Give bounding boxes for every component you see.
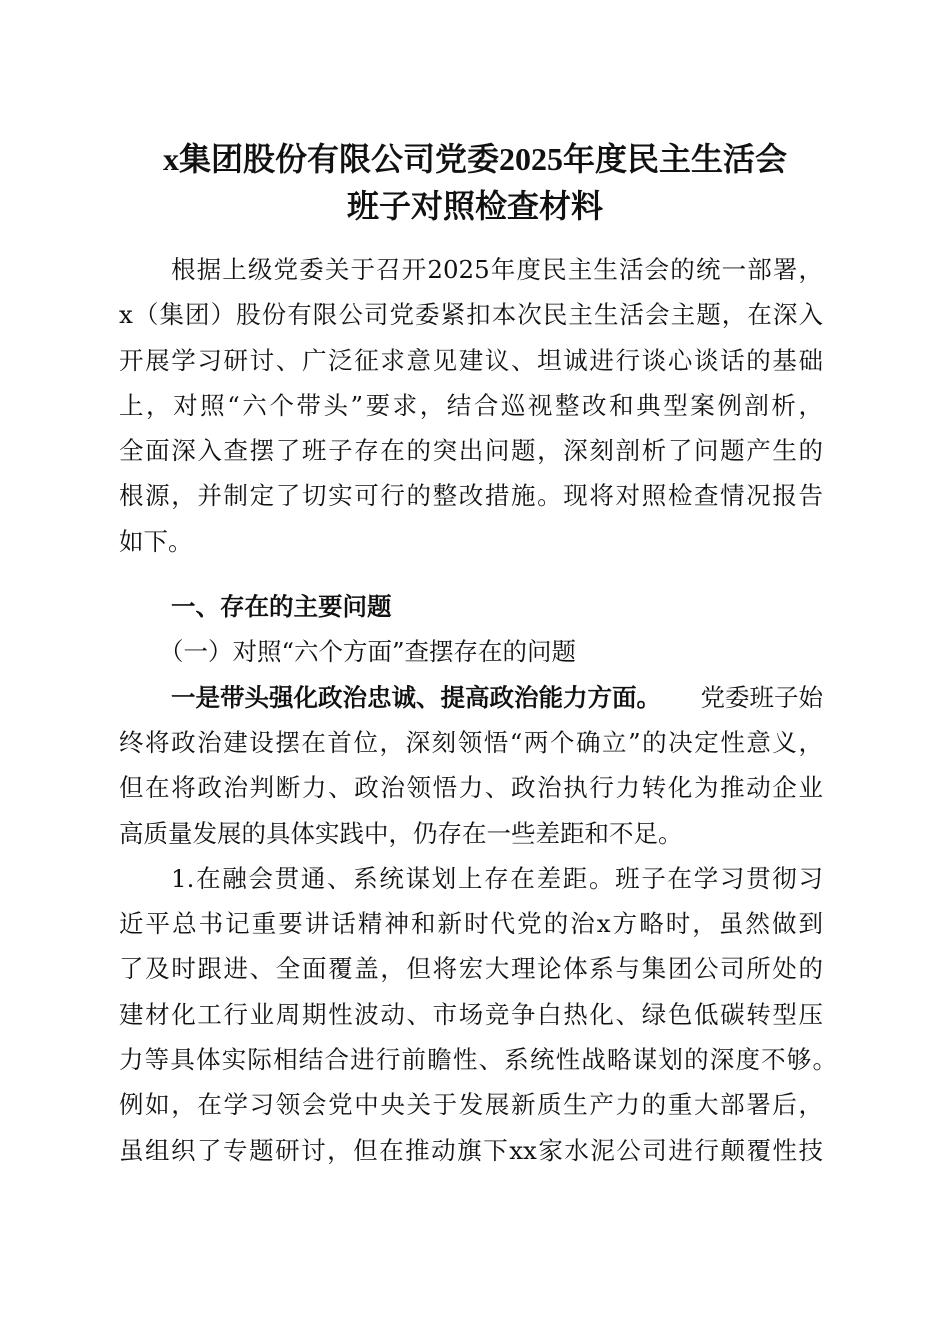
section-heading: 一、存在的主要问题	[171, 592, 392, 622]
text-line: 近平总书记重要讲话精神和新时代党的治x方略时，虽然做到	[119, 909, 823, 939]
text-line: 根据上级党委关于召开2025年度民主生活会的统一部署，	[171, 255, 823, 284]
text-line: 虽组织了专题研讨，但在推动旗下xx家水泥公司进行颠覆性技	[119, 1135, 823, 1165]
text-line: 了及时跟进、全面覆盖，但将宏大理论体系与集团公司所处的	[119, 954, 823, 984]
text-line: 建材化工行业周期性波动、市场竞争白热化、绿色低碳转型压	[119, 999, 823, 1029]
text-span: 党委班子始	[700, 682, 823, 712]
text-line: 例如，在学习领会党中央关于发展新质生产力的重大部署后，	[119, 1090, 823, 1120]
paragraph-1	[119, 675, 823, 856]
text-line: 上，对照“六个带头”要求，结合巡视整改和典型案例剖析，	[119, 390, 823, 420]
document-title	[0, 136, 950, 230]
document-body	[119, 247, 837, 1173]
text-line: 高质量发展的具体实践中，仍存在一些差距和不足。	[119, 818, 683, 848]
text-line: 根源，并制定了切实可行的整改措施。现将对照检查情况报告	[119, 481, 823, 511]
subsection-heading: （一）对照“六个方面”查摆存在的问题	[159, 637, 577, 667]
paragraph-2	[119, 856, 837, 1173]
text-line: 力等具体实际相结合进行前瞻性、系统性战略谋划的深度不够。	[119, 1045, 837, 1075]
text-line	[119, 675, 823, 720]
text-line: 但在将政治判断力、政治领悟力、政治执行力转化为推动企业	[119, 773, 823, 803]
text-line: x（集团）股份有限公司党委紧扣本次民主生活会主题，在深入	[119, 300, 823, 330]
text-line: 1.在融会贯通、系统谋划上存在差距。班子在学习贯彻习	[171, 863, 823, 893]
text-line: 全面深入查摆了班子存在的突出问题，深刻剖析了问题产生的	[119, 436, 823, 466]
text-line: 终将政治建设摆在首位，深刻领悟“两个确立”的决定性意义，	[119, 727, 823, 757]
text-line: 开展学习研讨、广泛征求意见建议、坦诚进行谈心谈话的基础	[119, 345, 823, 375]
intro-paragraph	[119, 247, 823, 564]
title-line-2: 班子对照检查材料	[346, 188, 603, 224]
title-line-1: x集团股份有限公司党委2025年度民主生活会	[162, 141, 787, 177]
paragraph-lead: 一是带头强化政治忠诚、提高政治能力方面。	[171, 682, 661, 712]
text-line: 如下。	[119, 526, 193, 556]
